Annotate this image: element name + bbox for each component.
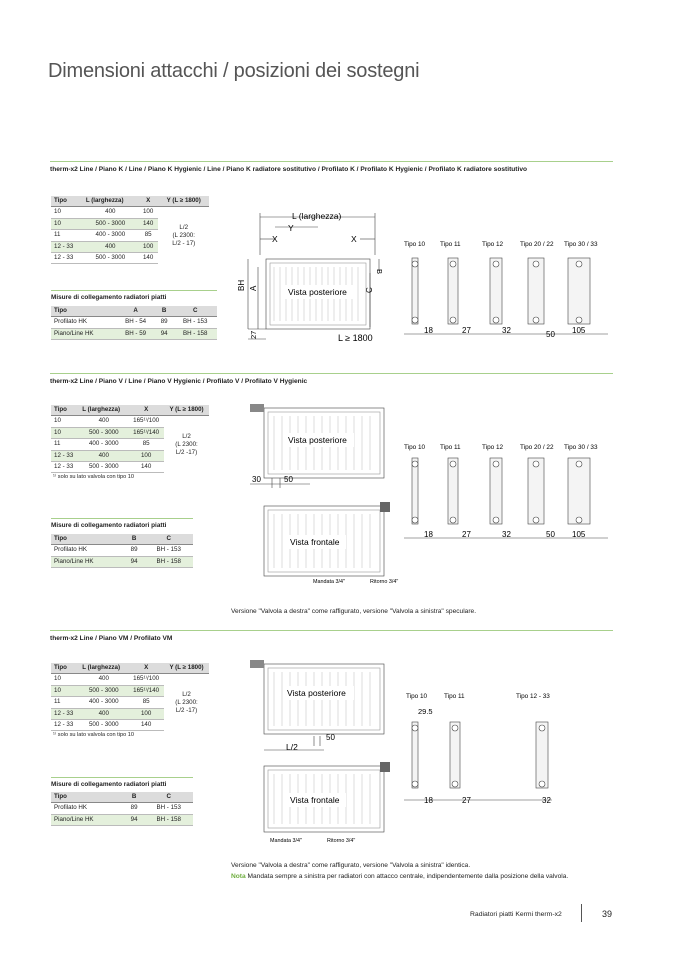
table-row: 10 400 165¹⁾/100 L/2 (L 2300: L/2 -17): [51, 416, 209, 427]
svg-text:Vista posteriore: Vista posteriore: [287, 688, 346, 698]
svg-text:18: 18: [424, 326, 433, 335]
svg-text:18: 18: [424, 530, 433, 539]
table-row: Profilato HK BH - 54 89 BH - 153: [51, 317, 217, 328]
nota-label: Nota: [231, 873, 246, 880]
table-row: 11 400 - 3000 85: [51, 439, 209, 450]
svg-text:Vista posteriore: Vista posteriore: [288, 435, 347, 445]
x-label-left: X: [272, 234, 278, 244]
bh-label: BH: [237, 279, 246, 291]
table-row: 10 500 - 3000 165¹⁾/140: [51, 427, 209, 438]
section-2-table: Tipo L (larghezza) X Y (L ≥ 1800) 10 400 165¹⁾/100 L/2 (L 2300: L/2 -17) 10 500 - 3000 165¹⁾/140 11 400 - 3000 85 12 - 33 400 100 12 - 33 500 - 3000 140: [51, 405, 209, 473]
th-x: X: [138, 196, 159, 207]
table-row: 12 - 33 500 - 3000 140: [51, 720, 209, 731]
footer-text: Radiatori piatti Kermi therm-x2: [470, 911, 562, 918]
svg-text:32: 32: [542, 796, 551, 805]
svg-text:50: 50: [546, 530, 555, 539]
th-y: Y (L ≥ 1800): [158, 196, 209, 207]
table-row: 10 500 - 3000 165¹⁾/140: [51, 685, 209, 696]
y-note: L/2 (L 2300: L/2 -17): [164, 674, 209, 731]
view-label: Vista posteriore: [288, 287, 347, 297]
page-number: 39: [602, 909, 613, 919]
svg-text:Tipo 20 / 22: Tipo 20 / 22: [520, 444, 554, 451]
section-3-note: Versione "Valvola a destra" come raffigurato, versione "Valvola a sinistra" identica.: [231, 862, 471, 869]
x-label-right: X: [351, 234, 357, 244]
svg-text:L/2: L/2: [286, 742, 298, 752]
nota-text: Mandata sempre a sinistra per radiatori con attacco centrale, indipendentemente dalla posizione della valvola.: [247, 873, 569, 880]
section-2-box-table: Tipo B C Profilato HK 89 BH - 153 Piano/Line HK 94 BH - 158: [51, 534, 193, 568]
y-label: Y: [288, 223, 294, 233]
table-row: 10 400 100 L/2 (L 2300: L/2 - 17): [51, 207, 209, 218]
section-3-diagram: [240, 656, 420, 848]
table-row: 11 400 - 3000 85: [51, 230, 209, 241]
svg-text:Tipo 11: Tipo 11: [444, 693, 465, 700]
svg-text:105: 105: [572, 530, 586, 539]
dim-27: 27: [249, 330, 258, 339]
section-2-types: [402, 440, 610, 544]
l-min-label: L ≥ 1800: [338, 333, 373, 343]
svg-text:27: 27: [462, 326, 471, 335]
table-row: Profilato HK 89 BH - 153: [51, 803, 193, 814]
table-row: 12 - 33 500 - 3000 140: [51, 253, 209, 264]
svg-text:Vista frontale: Vista frontale: [290, 795, 340, 805]
svg-text:Tipo 10: Tipo 10: [406, 693, 428, 700]
svg-text:Tipo 20 / 22: Tipo 20 / 22: [520, 241, 554, 248]
svg-text:27: 27: [462, 796, 471, 805]
svg-text:Vista frontale: Vista frontale: [290, 537, 340, 547]
table-row: 12 - 33 400 100: [51, 450, 209, 461]
table-row: 12 - 33 400 100: [51, 708, 209, 719]
svg-text:Tipo 10: Tipo 10: [404, 444, 426, 451]
svg-text:Mandata 3/4": Mandata 3/4": [313, 579, 345, 585]
width-label: L (larghezza): [292, 211, 342, 221]
section-1-diagram: [230, 205, 390, 345]
section-1-box-table: Tipo A B C Profilato HK BH - 54 89 BH - 153 Piano/Line HK BH - 59 94 BH - 158: [51, 306, 217, 340]
svg-text:29.5: 29.5: [418, 707, 433, 716]
section-1-box-title: Misure di collegamento radiatori piatti: [51, 290, 217, 301]
section-3-nota: [231, 873, 568, 880]
svg-text:Tipo 12: Tipo 12: [482, 241, 504, 248]
section-1-types: [402, 236, 610, 344]
section-3-box-table: Tipo B C Profilato HK 89 BH - 153 Piano/Line HK 94 BH - 158: [51, 792, 193, 826]
svg-text:Tipo 12: Tipo 12: [482, 444, 504, 451]
section-1-header: therm-x2 Line / Piano K / Line / Piano K Hygienic / Line / Piano K radiatore sostitutivo / Profilato K / Profilato K Hygienic / Profilato K radiatore sostitutivo: [50, 161, 613, 173]
page-title: Dimensioni attacchi / posizioni dei sostegni: [48, 60, 420, 82]
svg-text:32: 32: [502, 326, 511, 335]
svg-text:Tipo 12 - 33: Tipo 12 - 33: [516, 693, 550, 700]
svg-text:105: 105: [572, 326, 586, 335]
y-note: L/2 (L 2300: L/2 -17): [164, 416, 209, 473]
section-3-header: therm-x2 Line / Piano VM / Profilato VM: [50, 630, 613, 642]
section-3-table: Tipo L (larghezza) X Y (L ≥ 1800) 10 400 165¹⁾/100 L/2 (L 2300: L/2 -17) 10 500 - 3000 165¹⁾/140 11 400 - 3000 85 12 - 33 400 100 12 - 33 500 - 3000 140: [51, 663, 209, 731]
th-larghezza: L (larghezza): [83, 196, 138, 207]
section-2-diagram: [240, 398, 420, 588]
svg-text:Ritorno 3/4": Ritorno 3/4": [327, 838, 356, 844]
a-label: A: [249, 285, 258, 291]
th-tipo: Tipo: [51, 196, 83, 207]
svg-text:Tipo 11: Tipo 11: [440, 444, 461, 451]
section-2-footnote: ¹⁾ solo su lato valvola con tipo 10: [53, 474, 134, 480]
svg-text:Tipo 30 / 33: Tipo 30 / 33: [564, 444, 598, 451]
c-label: C: [365, 287, 374, 293]
table-row: Piano/Line HK 94 BH - 158: [51, 814, 193, 825]
y-note: L/2 (L 2300: L/2 - 17): [158, 207, 209, 264]
table-row: Profilato HK 89 BH - 153: [51, 545, 193, 556]
svg-text:Ritorno 3/4": Ritorno 3/4": [370, 579, 399, 585]
section-3-footnote: ¹⁾ solo su lato valvola con tipo 10: [53, 732, 134, 738]
section-1-table: [51, 196, 209, 264]
svg-text:50: 50: [284, 475, 293, 484]
svg-text:30: 30: [252, 475, 261, 484]
footer-divider: [581, 904, 582, 922]
b-label: B: [375, 269, 384, 275]
table-row: 12 - 33 400 100: [51, 241, 209, 252]
table-row: 10 500 - 3000 140: [51, 218, 209, 229]
svg-text:Tipo 11: Tipo 11: [440, 241, 461, 248]
section-2-note: Versione "Valvola a destra" come raffigurato, versione "Valvola a sinistra" speculare.: [231, 608, 477, 615]
svg-text:18: 18: [424, 796, 433, 805]
svg-text:27: 27: [462, 530, 471, 539]
section-2-header: therm-x2 Line / Piano V / Line / Piano V Hygienic / Profilato V / Profilato V Hygienic: [50, 373, 613, 385]
table-row: 11 400 - 3000 85: [51, 697, 209, 708]
section-3-box-title: Misure di collegamento radiatori piatti: [51, 777, 193, 788]
section-3-types: [402, 688, 610, 808]
table-row: 10 400 165¹⁾/100 L/2 (L 2300: L/2 -17): [51, 674, 209, 685]
svg-text:32: 32: [502, 530, 511, 539]
table-row: 12 - 33 500 - 3000 140: [51, 462, 209, 473]
table-row: Piano/Line HK 94 BH - 158: [51, 556, 193, 567]
svg-text:50: 50: [546, 330, 555, 339]
svg-text:50: 50: [326, 733, 335, 742]
svg-text:Mandata 3/4": Mandata 3/4": [270, 838, 302, 844]
section-2-box-title: Misure di collegamento radiatori piatti: [51, 518, 193, 529]
table-row: Piano/Line HK BH - 59 94 BH - 158: [51, 328, 217, 339]
svg-text:Tipo 10: Tipo 10: [404, 241, 426, 248]
svg-text:Tipo 30 / 33: Tipo 30 / 33: [564, 241, 598, 248]
